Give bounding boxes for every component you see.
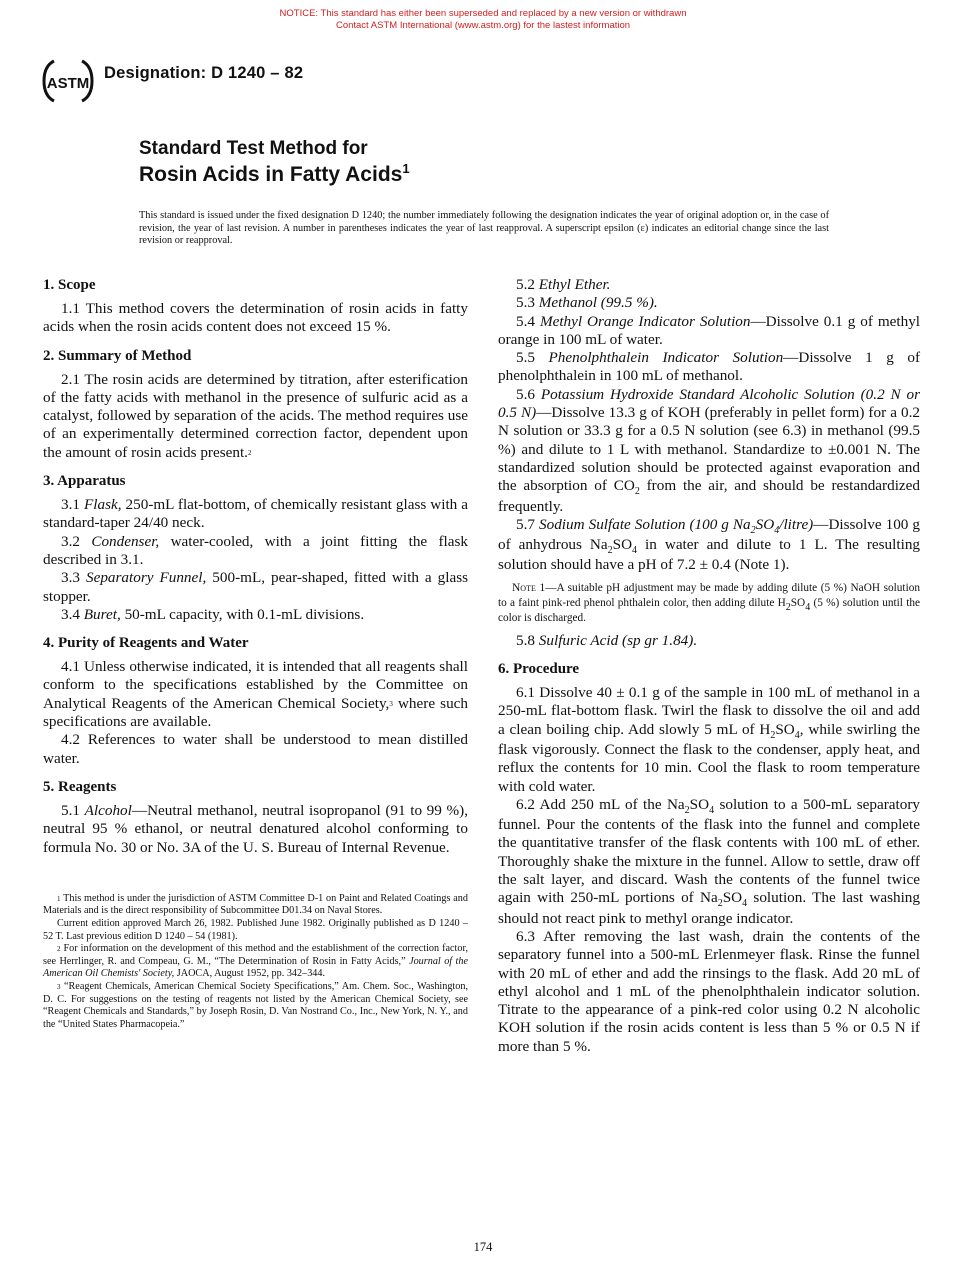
text: SO <box>775 720 795 738</box>
text: 4.1 Unless otherwise indicated, it is intended that all reagents shall conform to the specifications established by the Committee on Analytical Reagents of the American Chemical Society, <box>43 658 468 712</box>
sub: 2 <box>684 804 690 816</box>
num: 3.2 <box>61 532 80 550</box>
text: SO <box>689 795 710 813</box>
para-5-8 <box>498 632 920 650</box>
text: 6.2 Add 250 mL of the Na <box>516 795 685 813</box>
text: —Dissolve 0.1 g of methyl orange in 100 mL of water. <box>498 312 921 348</box>
sub: 2 <box>770 729 776 741</box>
text: —Neutral methanol, neutral isopropanol (91 to 99 %), neutral 95 % ethanol, or neutral denatured alcohol conforming to formula No. 30 or No. 3A of the U. S. Bureau of Internal Revenue. <box>43 801 469 856</box>
num: 5.6 <box>516 385 535 403</box>
term: Sulfuric Acid (sp gr 1.84). <box>538 631 698 649</box>
sub: 2 <box>785 601 791 613</box>
num: 5.1 <box>61 801 80 819</box>
title-line-1: Standard Test Method for <box>139 138 368 159</box>
term: Flask, <box>83 496 122 514</box>
sub: 4 <box>774 524 780 536</box>
text: 250-mL flat-bottom, of chemically resistant glass with a standard-taper 24/40 neck. <box>43 496 469 532</box>
term: Phenolphthalein Indicator Solution <box>548 349 784 367</box>
term: Potassium Hydroxide Standard Alcoholic Solution (0.2 N or 0.5 N) <box>498 385 920 422</box>
num: 3.4 <box>61 605 80 623</box>
term: Methyl Orange Indicator Solution <box>539 312 751 330</box>
para-4-2: 4.2 References to water shall be understood to mean distilled water. <box>43 731 468 767</box>
para-3-2 <box>43 533 468 570</box>
para-5-4 <box>498 313 920 350</box>
sub: 2 <box>750 524 756 536</box>
notice-banner <box>0 8 966 32</box>
num: 5.8 <box>516 631 535 649</box>
text: 500-mL, pear-shaped, fitted with a glass stopper. <box>43 569 469 605</box>
text: —Dissolve 1 g of phenolphthalein in 100 mL of methanol. <box>498 349 920 385</box>
section-1-heading: 1. Scope <box>43 277 96 293</box>
footnotes <box>43 893 468 1032</box>
text: from the air, and should be restandardized frequently. <box>498 477 920 515</box>
footnote-ref-3: 3 <box>389 699 393 708</box>
fn-mark: 1 <box>57 894 61 903</box>
fn-text: For information on the development of this method and the establishment of the correction factor, see Herrlinger, R. and Compeau, G. M., “The Determination of Rosin in Fatty Acids,” <box>43 943 468 967</box>
sub: 4 <box>742 898 748 910</box>
logo-text: ASTM <box>46 75 90 92</box>
t: Sodium Sulfate Solution (100 g Na <box>539 515 751 533</box>
section-5-heading: 5. Reagents <box>43 778 117 795</box>
term: Alcohol <box>84 801 132 819</box>
text: solution to a 500-mL separatory funnel. Pour the contents of the flask into the funnel and complete the quantitative transfer of the flask contents with 100 mL of ether. Thoroughly shake the mixture in the funnel. Allow to settle, draw off the salt layer, and discard. Wash the contents of the funnel twice again with 250-mL portions of Na <box>498 795 920 907</box>
para-2-1 <box>43 371 468 462</box>
t: SO <box>755 515 775 533</box>
para-5-1 <box>43 802 468 857</box>
note-label: Note 1 <box>512 581 546 594</box>
text: SO <box>722 889 743 907</box>
title-text: Rosin Acids in Fatty Acids <box>139 163 403 186</box>
text: , while swirling the flask vigorously. Connect the flask to the condenser, apply heat, and reflux the contents for 10 min. Cool the flask to room temperature with cold water. <box>498 720 920 795</box>
para-5-6 <box>498 386 920 516</box>
para-3-4 <box>43 606 468 624</box>
fn-text: JAOCA, August 1952, pp. 342–344. <box>176 968 326 980</box>
text: SO <box>612 536 633 554</box>
sub: 4 <box>805 601 811 613</box>
section-3-heading: 3. Apparatus <box>43 473 126 490</box>
issued-note: This standard is issued under the fixed designation D 1240; the number immediately following the designation indicates the year of original adoption or, in the case of revision, the year of last revision. A number in parentheses indicates the year of last reapproval. A superscript epsilon (ε) indicates an editorial change since the last revision or reapproval. <box>139 210 829 246</box>
sub: 4 <box>709 804 715 816</box>
t: /litre) <box>779 515 814 533</box>
term: Ethyl Ether. <box>538 276 611 293</box>
sub: 4 <box>794 729 800 741</box>
para-6-3: 6.3 After removing the last wash, drain the contents of the separatory funnel into a 500-mL Erlenmeyer flask. Rinse the funnel with 20 mL of ether and add the rinsings to the flask. Add 20 mL of ethyl alcohol and 1 mL of the phenolphthalein indicator solution. Titrate to the appearance of a pink-red color using 0.2 N alcoholic KOH solution if the rosin acids content is less than 5 % or 0.5 N if more than 5 %. <box>498 927 920 1055</box>
text: where such specifications are available. <box>43 694 468 731</box>
num: 5.2 <box>516 276 535 293</box>
num: 3.3 <box>61 569 80 587</box>
term: Condenser, <box>91 532 160 550</box>
para-5-5 <box>498 349 920 386</box>
text: 50-mL capacity, with 0.1-mL divisions. <box>124 605 365 623</box>
note-1 <box>498 581 920 626</box>
text: water-cooled, with a joint fitting the flask described in 3.1. <box>43 532 469 568</box>
page-number: 174 <box>473 1240 493 1254</box>
notice-line-1: NOTICE: This standard has either been superseded and replaced by a new version or withdrawn <box>279 8 687 19</box>
para-2-1-text: 2.1 The rosin acids are determined by titration, after esterification of the fatty acids with methanol in the presence of sulfuric acid as a catalyst, followed by separation of the acids. The method requires use of an experimentally determined correction factor, dependent upon the amount of rosin acids present. <box>43 370 468 461</box>
text: —Dissolve 13.3 g of KOH (preferably in pellet form) for a 0.2 N solution or 33.3 g for a 0.5 N solution (see 6.3) in methanol (99.5 %) and dilute to 1 L with methanol. Standardize to ±0.001 N. The standardized solution should be protected against evaporation and the absorption of <box>498 404 920 495</box>
text: solution. The last washing should not react pink to methyl orange indicator. <box>498 889 920 927</box>
footnote-2 <box>43 943 468 981</box>
num: 5.5 <box>516 349 535 367</box>
sub: 2 <box>607 545 613 557</box>
footnote-1 <box>43 893 468 918</box>
footnote-ref-2: 2 <box>247 448 252 457</box>
para-6-2 <box>498 796 920 928</box>
text: (5 %) solution until the color is discharged. <box>498 596 921 624</box>
sub: 4 <box>632 545 638 557</box>
text: 6.1 Dissolve 40 ± 0.1 g of the sample in 100 mL of methanol in a 250-mL flat-bottom flask. Twirl the flask to dissolve the oil and add a clean boiling chip. Add slowly 5 mL of H <box>498 684 920 738</box>
text: SO <box>790 596 806 609</box>
title-footnote: 1 <box>402 161 410 176</box>
co2: CO <box>613 477 635 495</box>
para-5-3 <box>498 294 920 312</box>
right-column <box>498 276 920 1056</box>
designation: Designation: D 1240 – 82 <box>104 64 304 82</box>
footnote-1b: Current edition approved March 26, 1982. Published June 1982. Originally published as D 1240 – 52 T. Last previous edition D 1240 – 54 (1981). <box>43 918 468 942</box>
text: —Dissolve 100 g of anhydrous Na <box>498 515 921 554</box>
para-3-1 <box>43 496 468 533</box>
para-3-3 <box>43 569 468 606</box>
title-line-2 <box>139 163 410 187</box>
fn-journal: Journal of the American Oil Chemists' Society, <box>43 955 469 980</box>
para-5-7 <box>498 516 920 575</box>
section-2-heading: 2. Summary of Method <box>43 347 192 364</box>
fn-mark: 2 <box>57 945 61 954</box>
term <box>539 515 814 536</box>
sub: 2 <box>717 898 723 910</box>
left-column <box>43 276 468 1031</box>
text: —A suitable pH adjustment may be made by adding dilute (5 %) NaOH solution to a faint pink-red phenol phthalein color, then adding dilute H <box>498 581 921 609</box>
num: 5.4 <box>516 312 535 330</box>
term: Buret, <box>83 605 121 623</box>
text: in water and dilute to 1 L. The resulting solution should have a pH of 7.2 ± 0.4 (Note 1). <box>498 536 921 574</box>
notice-line-2: Contact ASTM International (www.astm.org) for the lastest information <box>335 20 631 31</box>
para-1-1: 1.1 This method covers the determination of rosin acids in fatty acids when the rosin acids content does not exceed 15 %. <box>43 300 468 336</box>
para-5-2 <box>498 276 920 294</box>
para-4-1 <box>43 658 468 731</box>
num: 5.3 <box>516 294 535 312</box>
footnote-3 <box>43 981 468 1031</box>
para-6-1 <box>498 684 920 796</box>
term: Methanol (99.5 %). <box>538 294 658 312</box>
num: 5.7 <box>516 515 535 533</box>
num: 3.1 <box>61 496 80 514</box>
fn-text: This method is under the jurisdiction of ASTM Committee D-1 on Paint and Related Coatings and Materials and is the direct responsibility of Subcommittee D01.34 on Naval Stores. <box>43 892 468 917</box>
sub: 2 <box>634 486 640 498</box>
fn-mark: 3 <box>57 982 61 991</box>
term: Separatory Funnel, <box>85 569 207 587</box>
astm-logo-icon <box>42 58 94 104</box>
fn-text: “Reagent Chemicals, American Chemical Society Specifications,” Am. Chem. Soc., Washington, D. C. For suggestions on the testing of reagents not listed by the American Chemical Society, see “Reagent Chemicals and Standards,” by Joseph Rosin, D. Van Nostrand Co., Inc., New York, N. Y., and the “United States Pharmacopeia.” <box>43 980 468 1030</box>
section-4-heading: 4. Purity of Reagents and Water <box>43 635 249 652</box>
section-6-heading: 6. Procedure <box>498 661 580 678</box>
